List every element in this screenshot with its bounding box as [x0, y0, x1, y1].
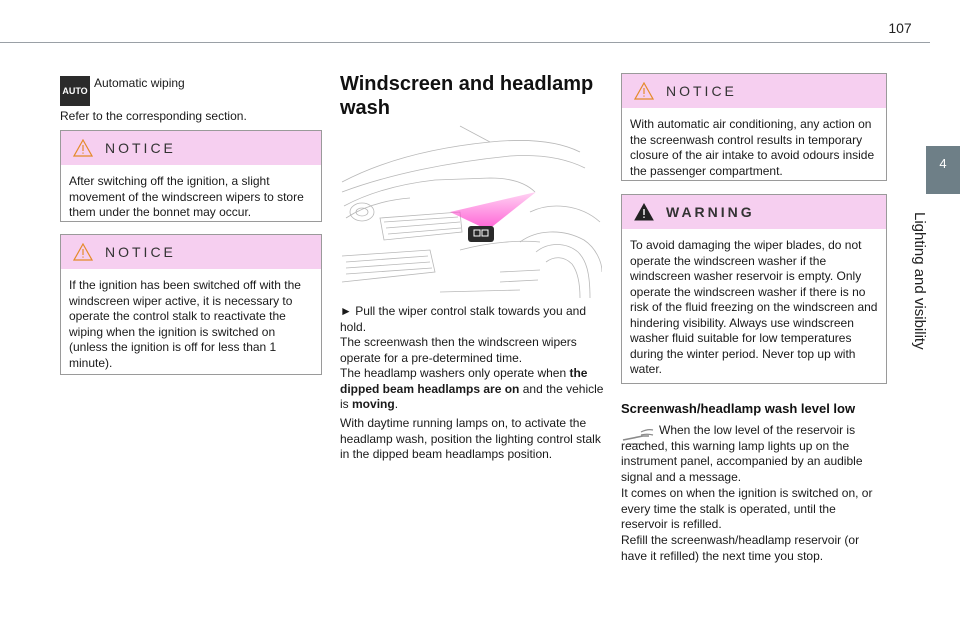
- notice-triangle-icon: [73, 243, 93, 261]
- instruction-bullet: ► Pull the wiper control stalk towards you and hold.: [340, 304, 586, 334]
- headlamp-washer-nozzle: [468, 226, 494, 242]
- chapter-title-wrap: [906, 212, 946, 350]
- notice-triangle-icon: [634, 82, 654, 100]
- auto-wiping-label: Automatic wiping: [94, 76, 185, 90]
- chapter-title: Lighting and visibility: [911, 212, 928, 350]
- body-paragraph-2: [340, 366, 604, 413]
- refer-text: Refer to the corresponding section.: [60, 109, 247, 123]
- notice-triangle-icon: [73, 139, 93, 157]
- car-front-illustration: [340, 122, 602, 300]
- subsection-title: Screenwash/headlamp wash level low: [621, 401, 856, 416]
- auto-wiping-icon: AUTO: [60, 76, 90, 106]
- notice-header: [61, 235, 321, 269]
- text-run-bold: moving: [352, 397, 395, 411]
- body-paragraph-3: With daytime running lamps on, to activate the headlamp wash, position the lighting control stalk in the dipped beam headlamps position.: [340, 416, 601, 461]
- body-paragraph-5: Refill the screenwash/headlamp reservoir (or have it refilled) the next time you stop.: [621, 533, 860, 563]
- warning-heading: WARNING: [666, 204, 755, 220]
- text-run: .: [394, 397, 399, 411]
- body-paragraph-1: The screenwash then the windscreen wipers operate for a pre-determined time.: [340, 335, 577, 365]
- text-run: and the vehicle is: [340, 381, 604, 411]
- notice-heading: NOTICE: [105, 140, 176, 156]
- notice-header: [622, 74, 886, 108]
- notice-box-2: [60, 234, 322, 375]
- warning-header: [622, 195, 886, 229]
- notice-heading: NOTICE: [666, 83, 737, 99]
- chapter-tab: 4: [926, 146, 960, 194]
- notice-text: With automatic air conditioning, any action on the screenwash control results in temporary closure of the air intake to avoid odours inside the passenger compartment.: [630, 117, 875, 178]
- page-number: 107: [888, 20, 912, 36]
- warning-triangle-icon: [634, 203, 654, 221]
- section-title: Windscreen and headlamp wash: [340, 73, 594, 119]
- notice-box-3: [621, 73, 887, 181]
- text-run: The headlamp washers only operate when: [340, 366, 567, 380]
- notice-header: [61, 131, 321, 165]
- notice-heading: NOTICE: [105, 244, 176, 260]
- notice-text: If the ignition has been switched off with the windscreen wiper active, it is necessary to operate the control stalk to reactivate the wiping when the ignition is switched on (unless the ignition is off for less than 1 minute).: [69, 278, 301, 370]
- text-run-bold: the dipped beam headlamps are on: [340, 366, 588, 396]
- header-rule: [0, 42, 930, 43]
- notice-box-1: [60, 130, 322, 222]
- body-paragraph-4: It comes on when the ignition is switched on, or every time the stalk is operated, until the reservoir is refilled.: [621, 486, 873, 531]
- washer-spray-highlight: [450, 192, 536, 230]
- notice-text: After switching off the ignition, a slight movement of the windscreen wipers to store them under the bonnet may occur.: [69, 174, 304, 219]
- warning-text: To avoid damaging the wiper blades, do not operate the windscreen washer if the windscreen washer reservoir is empty. Only operate the windscreen washer if there is no risk of the fluid freezing on the windscreen and hindering visibility. Always use windscreen washer fluid suitable for low temperatures during the winter period. Never top up with water.: [630, 238, 878, 376]
- lamp-text: When the low level of the reservoir is reached, this warning lamp lights up on the instrument panel, accompanied by an audible signal and a message.: [621, 423, 863, 484]
- warning-box: [621, 194, 887, 384]
